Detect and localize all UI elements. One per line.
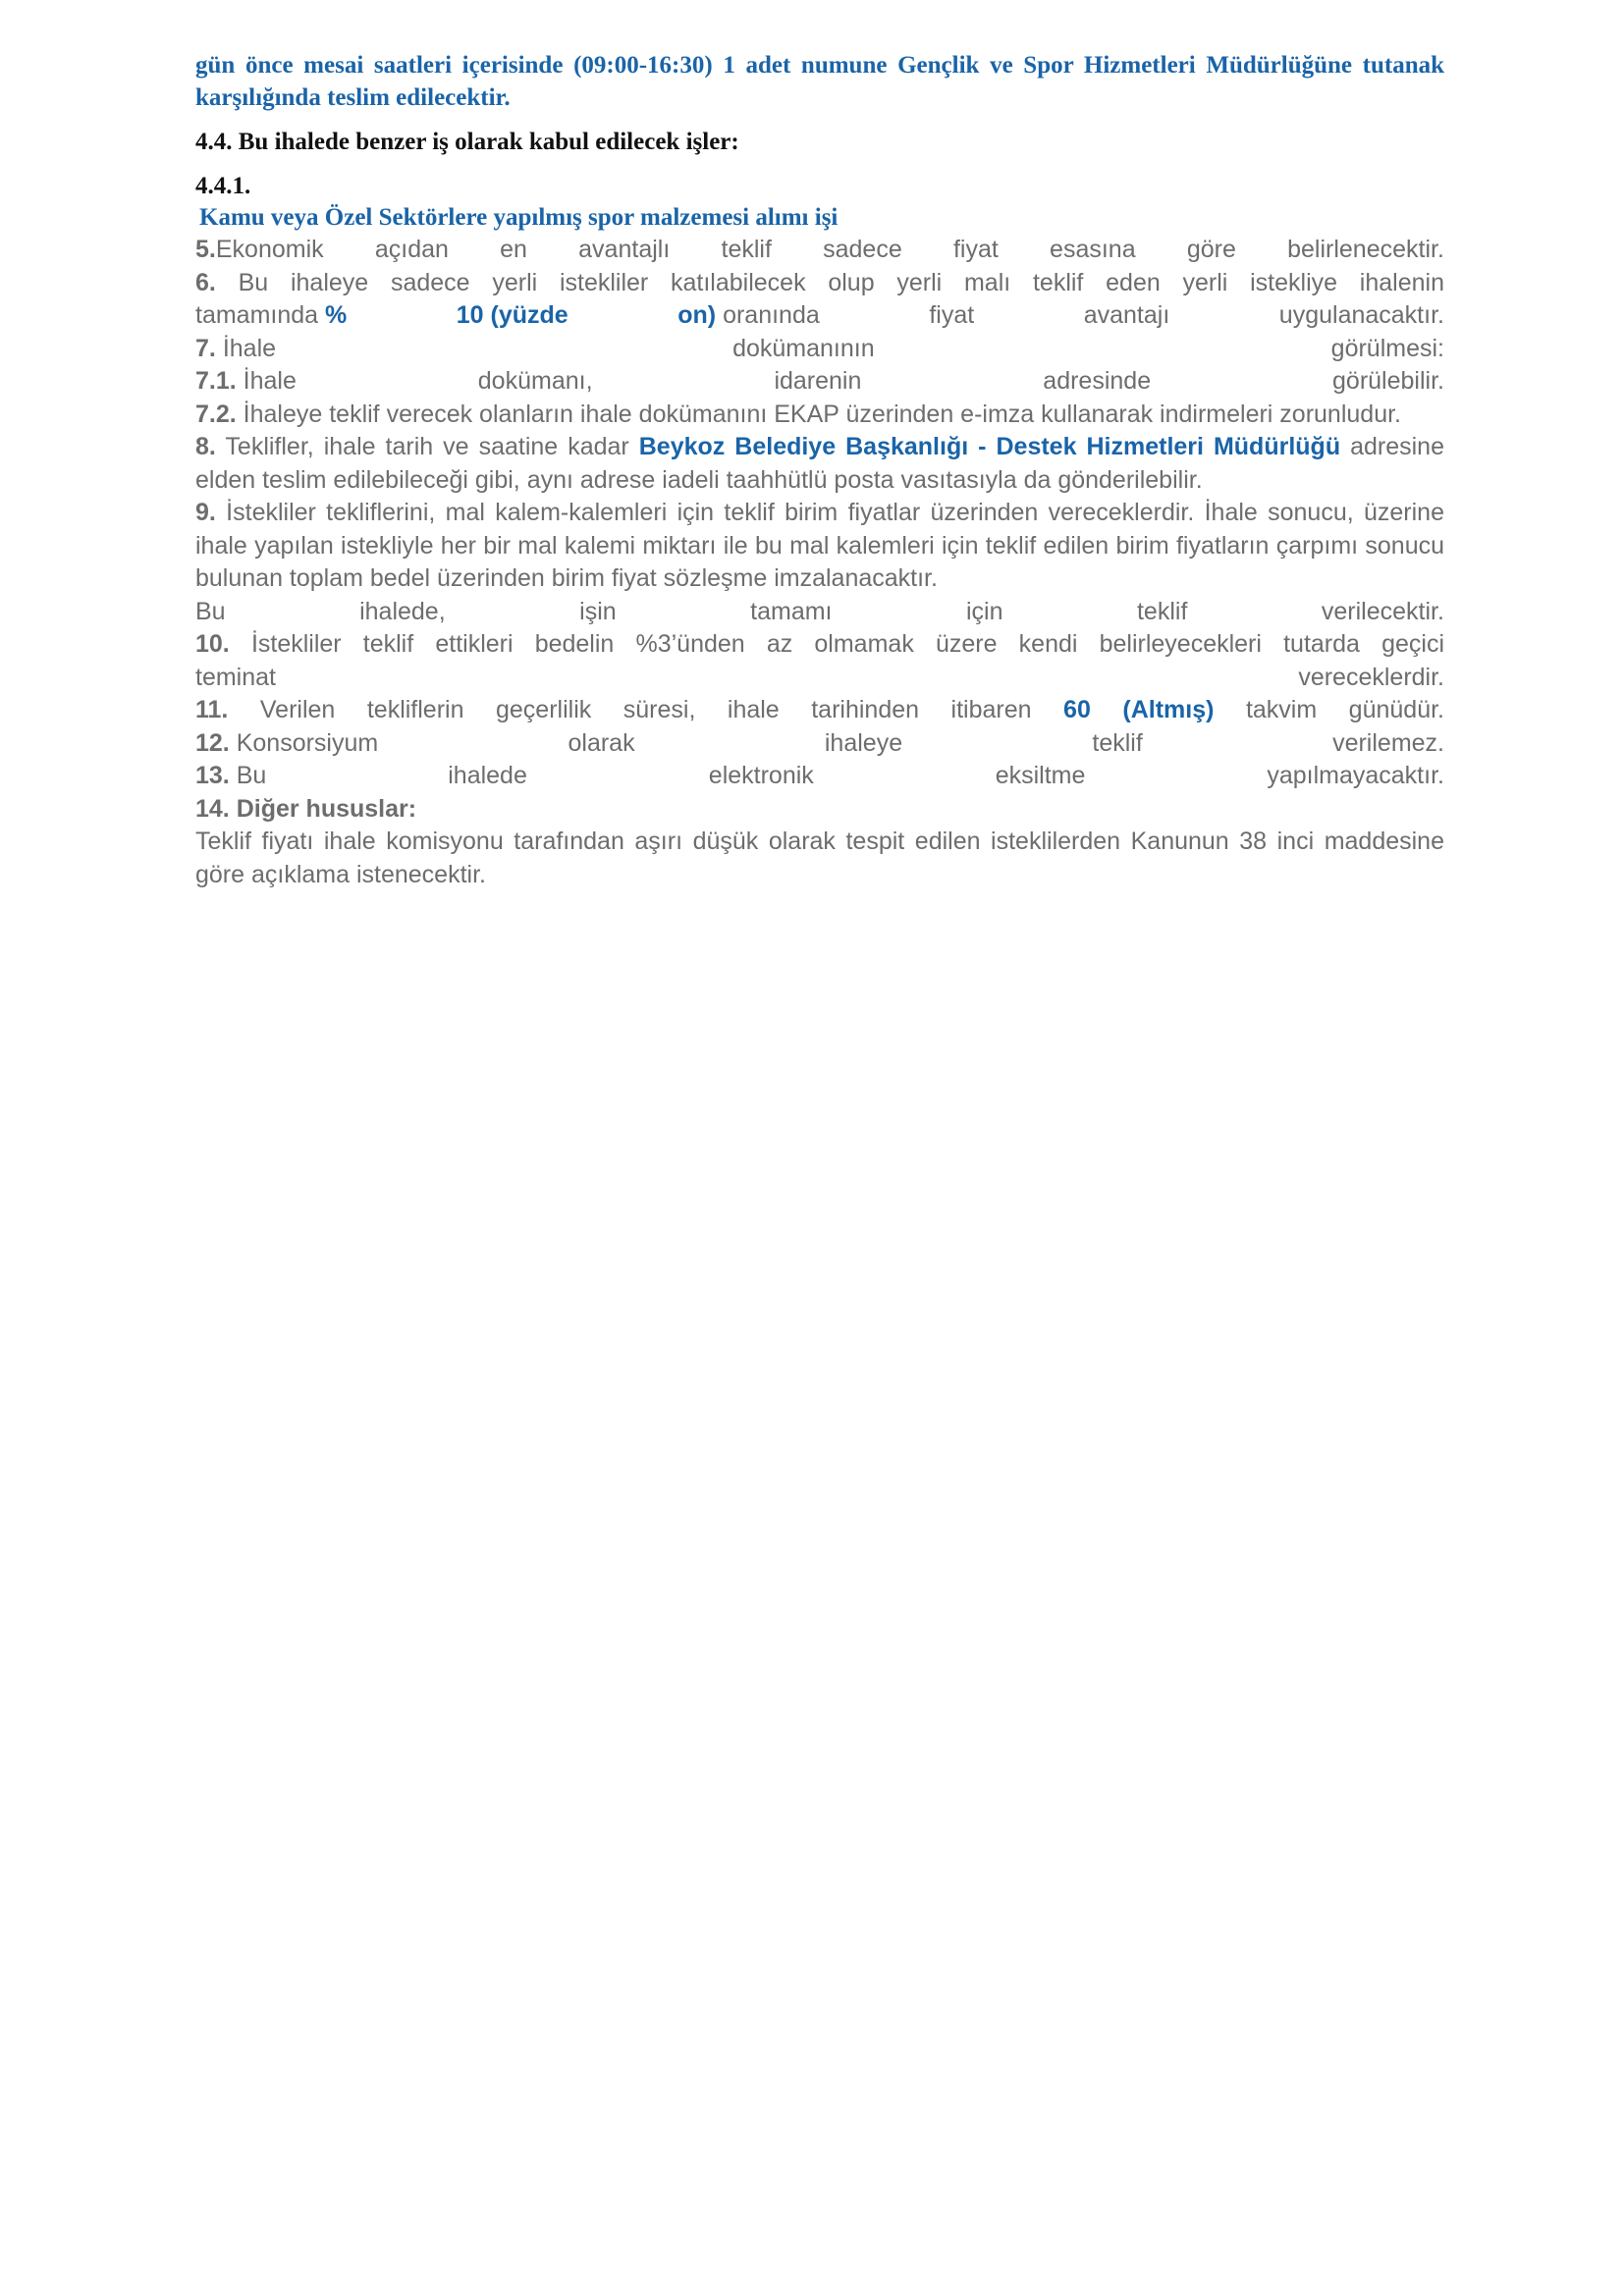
section-9-text: İstekliler tekliflerini, mal kalem-kalemleri için teklif birim fiyatlar üzerinden vereceklerdir. İhale sonucu, üzerine ihale yapılan istekliyle her bir mal kalemi miktarı ile bu mal kalemleri için teklif edilen birim fiyatların çarpımı sonucu bulunan toplam bedel üzerinden birim fiyat sözleşme imzalanacaktır. — [195, 499, 1444, 592]
section-4-4-1-text: Kamu veya Özel Sektörlere yapılmış spor malzemesi alımı işi — [199, 204, 839, 231]
section-7-word: görülmesi: — [1330, 334, 1444, 362]
section-9-word: teklif — [1136, 597, 1188, 625]
section-10-word: teminat — [195, 663, 276, 691]
section-4-4-1-number: 4.4.1. — [195, 173, 251, 199]
submission-address: Beykoz Belediye Başkanlığı - Destek Hizmetleri Müdürlüğü — [638, 433, 1341, 460]
advantage-percent-close: on) — [677, 301, 717, 329]
section-13-number: 13. — [195, 762, 230, 789]
section-8-number: 8. — [195, 433, 216, 460]
section-12-word: verilemez. — [1332, 728, 1444, 757]
section-7-1-word: adresinde — [1043, 367, 1152, 395]
section-12-word: teklif — [1092, 728, 1143, 757]
section-10-number: 10. — [195, 630, 230, 658]
section-10-text: İstekliler teklif ettikleri bedelin %3’ünden az olmamak üzere kendi belirleyecekleri tutarda geçici — [250, 630, 1445, 658]
section-12-word: ihaleye — [824, 728, 903, 757]
section-12 — [195, 727, 1444, 761]
section-13-word: Bu — [236, 762, 267, 789]
section-9-word: ihalede, — [359, 597, 446, 625]
section-14-text: Teklif fiyatı ihale komisyonu tarafından aşırı düşük olarak tespit edilen isteklilerden Kanunun 38 inci maddesine göre açıklama istenecektir. — [195, 828, 1444, 888]
section-8-text: Teklifler, ihale tarih ve saatine kadar — [225, 433, 629, 460]
section-6-word: oranında — [723, 301, 820, 329]
section-6-line-1 — [195, 267, 1444, 300]
section-8-text: adresine elden teslim edilebileceği gibi, aynı adrese iadeli taahhütlü posta vasıtasıyla da gönderilebilir. — [195, 433, 1444, 494]
section-6-word: uygulanacaktır. — [1278, 301, 1444, 329]
section-9-word: için — [965, 597, 1003, 625]
section-7-word: dokümanının — [732, 334, 875, 362]
section-5-word: göre — [1186, 236, 1236, 263]
document-page — [195, 49, 1444, 891]
section-7-1-word: görülebilir. — [1332, 367, 1444, 395]
section-7-word: İhale — [222, 334, 277, 362]
section-9-word: Bu — [195, 597, 226, 625]
section-5-word: en — [500, 236, 527, 263]
section-7-2-text: İhaleye teklif verecek olanların ihale dokümanını EKAP üzerinden e-imza kullanarak indirmeleri zorunludur. — [243, 400, 1401, 428]
section-11-number: 11. — [195, 696, 229, 723]
section-13-word: eksiltme — [995, 762, 1086, 789]
section-13-word: elektronik — [708, 762, 814, 789]
section-5-word: fiyat — [952, 236, 999, 263]
section-5-word: belirlenecektir. — [1287, 236, 1444, 263]
section-7-number: 7. — [195, 334, 216, 362]
section-9-last-line — [195, 596, 1444, 629]
section-7-2-number: 7.2. — [195, 400, 237, 428]
section-7-1-word: İhale — [243, 367, 297, 395]
section-6-number: 6. — [195, 268, 216, 296]
advantage-percent-sign: % — [325, 301, 348, 329]
section-9-word: tamamı — [750, 597, 833, 625]
section-6-word: tamamında — [195, 301, 319, 329]
section-6-text: Bu ihaleye sadece yerli istekliler katılabilecek olup yerli malı teklif eden yerli istekliye ihalenin — [238, 268, 1444, 296]
section-5-number: 5. — [195, 236, 216, 263]
validity-days: 60 (Altmış) — [1063, 696, 1215, 723]
section-5-word: teklif — [721, 236, 772, 263]
section-8 — [195, 431, 1444, 497]
section-5-word: sadece — [823, 236, 902, 263]
sample-delivery-text: gün önce mesai saatleri içerisinde (09:00-16:30) 1 adet numune Gençlik ve Spor Hizmetleri Müdürlüğüne tutanak karşılığında teslim edilecektir. — [195, 52, 1444, 111]
section-6-word: fiyat — [929, 301, 975, 329]
advantage-percent-value: 10 (yüzde — [456, 301, 568, 329]
section-7 — [195, 333, 1444, 366]
section-5-word: esasına — [1050, 236, 1136, 263]
section-11 — [195, 694, 1444, 727]
section-5-word: açıdan — [374, 236, 449, 263]
section-7-1-word: dokümanı, — [477, 367, 593, 395]
section-13-word: ihalede — [448, 762, 527, 789]
section-5-word: avantajlı — [578, 236, 671, 263]
section-12-number: 12. — [195, 728, 230, 757]
section-12-word: olarak — [568, 728, 635, 757]
section-13-word: yapılmayacaktır. — [1267, 762, 1444, 789]
section-13 — [195, 760, 1444, 793]
section-9-word: işin — [579, 597, 617, 625]
section-11-text: takvim günüdür. — [1245, 696, 1444, 723]
section-5-word: Ekonomik — [215, 236, 324, 263]
section-5 — [195, 234, 1444, 267]
section-9-number: 9. — [195, 499, 216, 526]
section-9-word: verilecektir. — [1321, 597, 1444, 625]
section-10-line-1 — [195, 628, 1444, 662]
section-9 — [195, 497, 1444, 596]
section-10-word: vereceklerdir. — [1298, 663, 1444, 691]
section-4-4-heading: 4.4. Bu ihalede benzer iş olarak kabul edilecek işler: — [195, 129, 739, 155]
section-7-2 — [195, 399, 1444, 432]
section-6-word: avantajı — [1083, 301, 1170, 329]
section-7-1-word: idarenin — [774, 367, 862, 395]
section-7-1 — [195, 365, 1444, 399]
section-6-line-2 — [195, 299, 1444, 333]
section-10-line-2 — [195, 662, 1444, 695]
section-12-word: Konsorsiyum — [236, 728, 379, 757]
section-7-1-number: 7.1. — [195, 367, 237, 395]
section-11-text: Verilen tekliflerin geçerlilik süresi, ihale tarihinden itibaren — [259, 696, 1032, 723]
section-14-heading: 14. Diğer hususlar: — [195, 794, 417, 823]
